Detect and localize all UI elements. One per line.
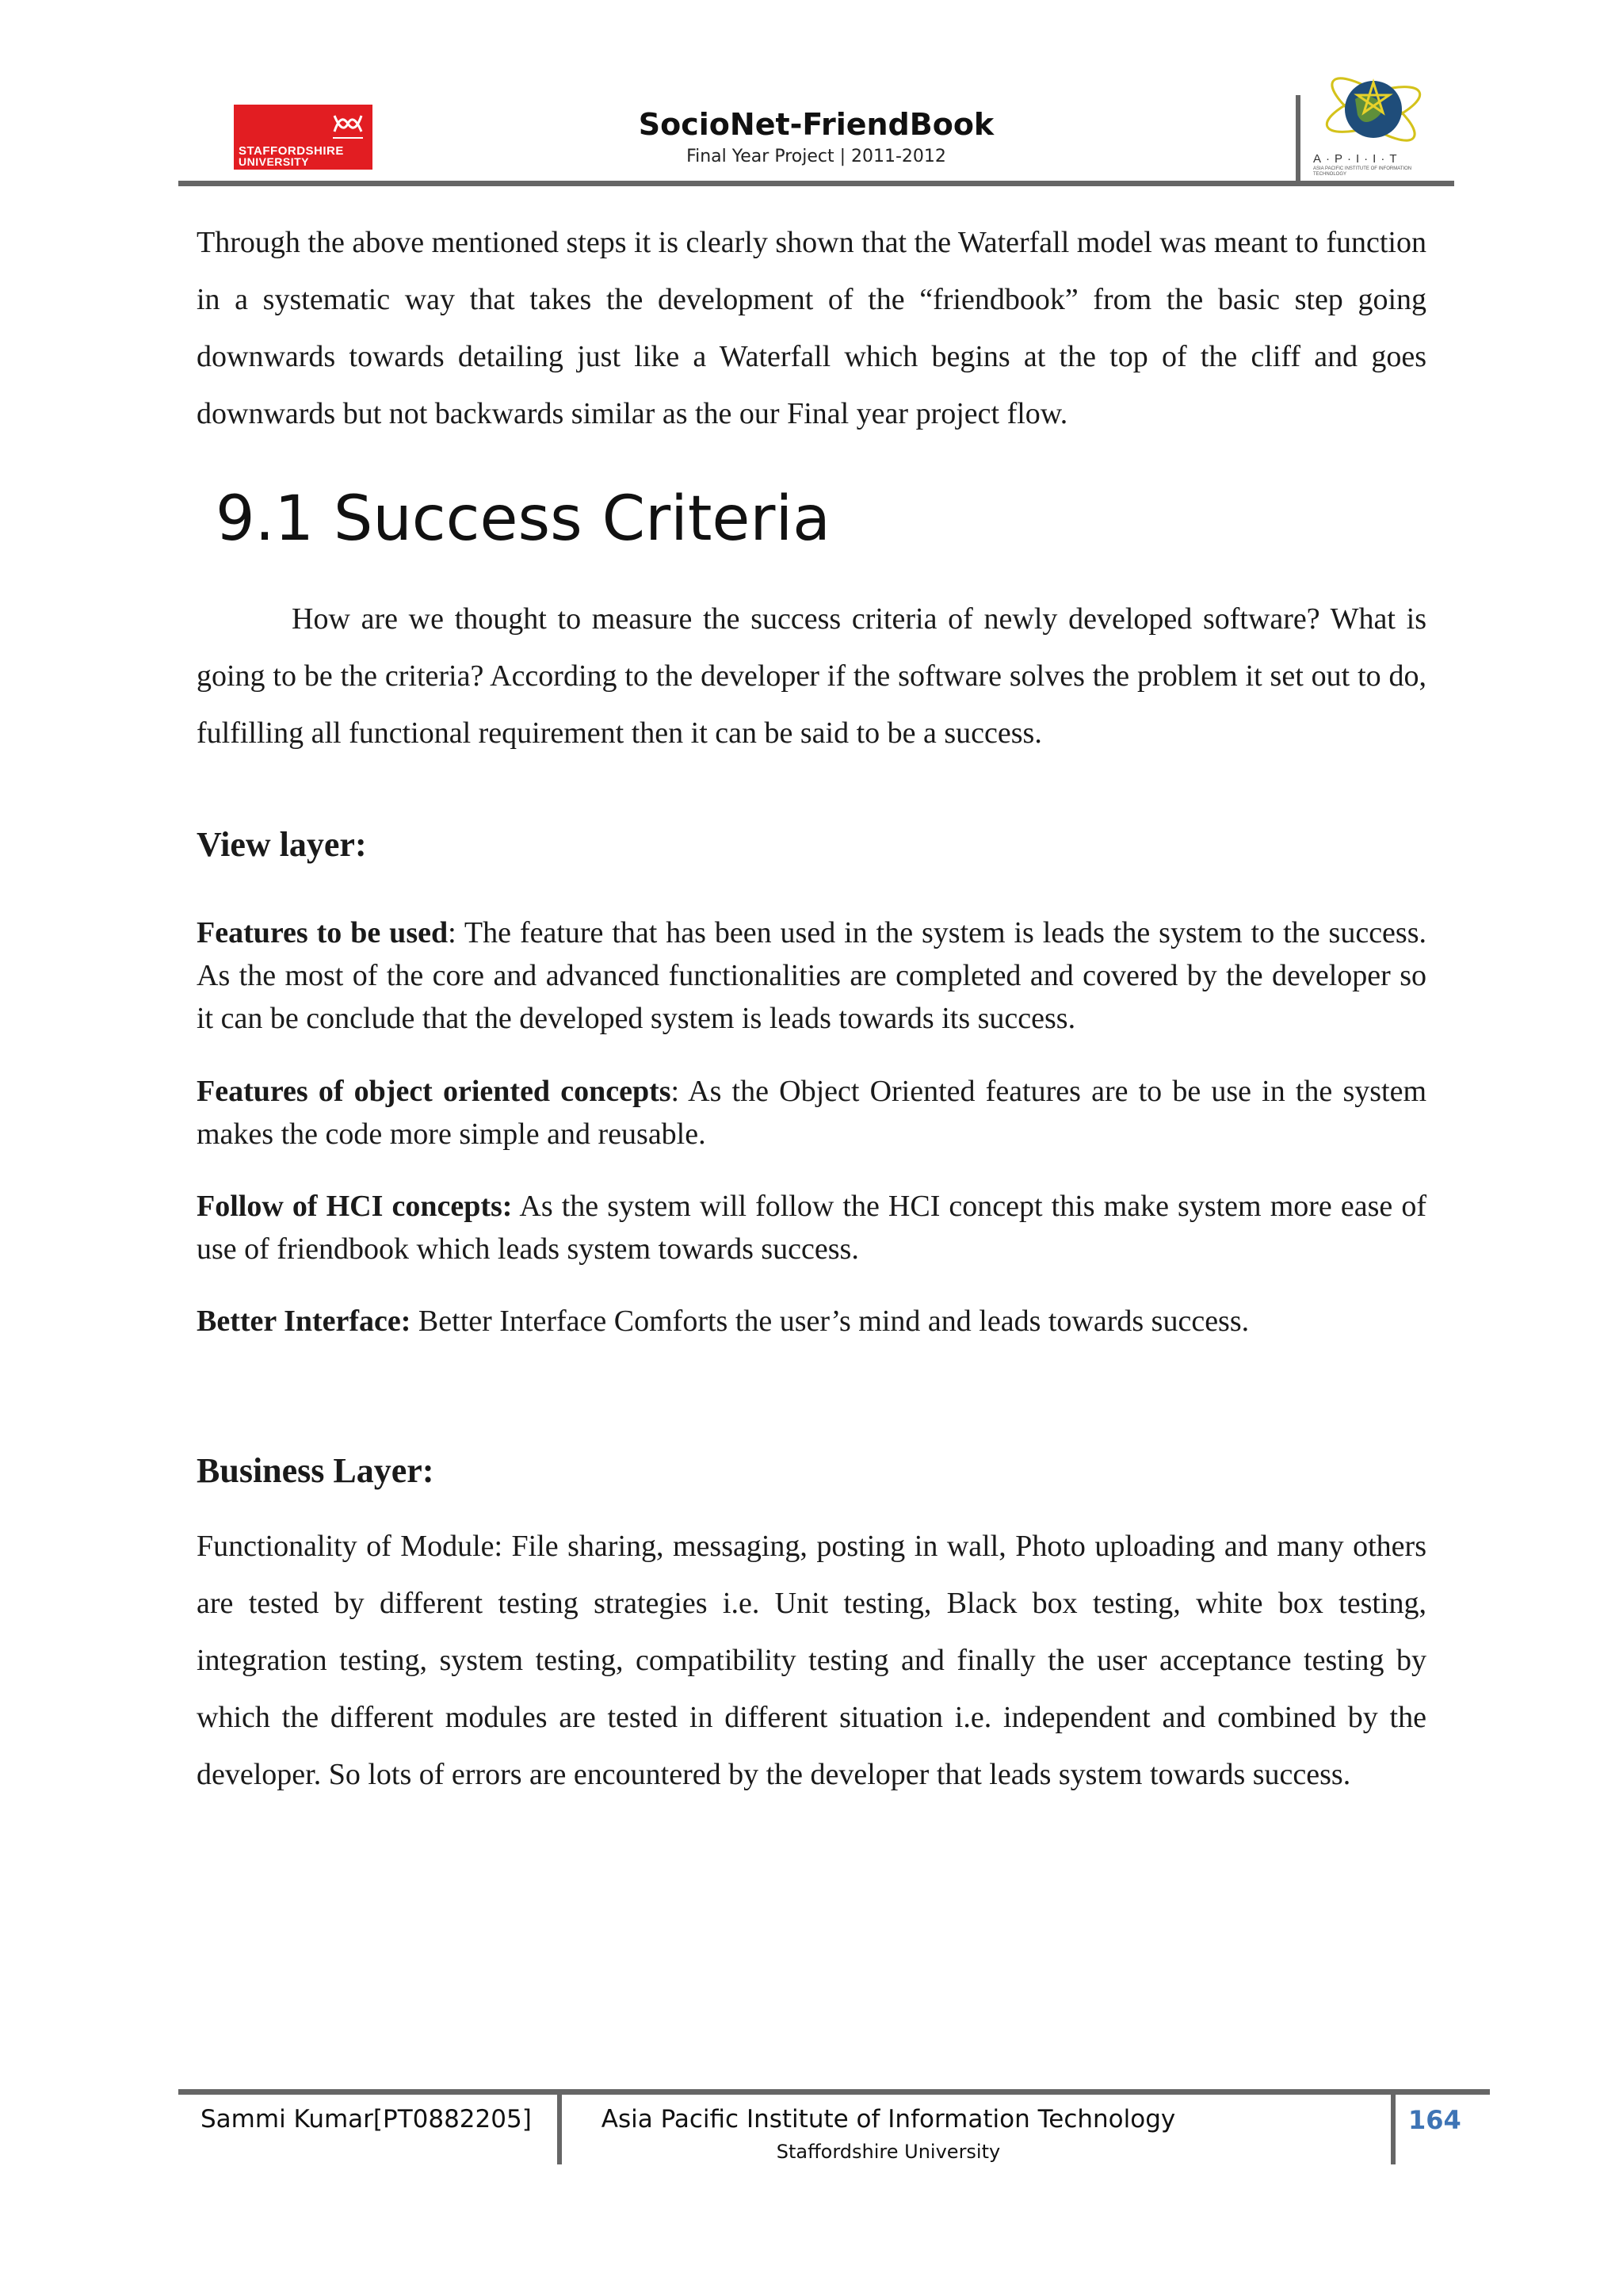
feature-paragraph-object-oriented [197,1070,1426,1156]
feature-label: Features to be used [197,916,449,949]
document-subtitle: Final Year Project | 2011-2012 [686,147,946,166]
feature-label: Follow of HCI concepts: [197,1190,513,1223]
feature-paragraph-better-interface [197,1300,1426,1343]
business-layer-paragraph: Functionality of Module: File sharing, messaging, posting in wall, Photo uploading and many others are tested by different testing strategies i.e. Unit testing, Black box testing, white box testing, integration testing, system testing, compatibility testing and finally the user acceptance testing by which the different modules are tested in different situation i.e. independent and combined by the developer. So lots of errors are encountered by the developer that leads system towards success. [197,1530,1426,1791]
feature-paragraph-hci-concepts [197,1185,1426,1270]
page-number: 164 [1408,2105,1461,2135]
intro-paragraph: Through the above mentioned steps it is clearly shown that the Waterfall model was meant to function in a systematic way that takes the development of the “friendbook” from the basic step going downwards towards detailing just like a Waterfall which begins at the top of the cliff and goes downwards but not backwards similar as the our Final year project flow. [197,226,1426,430]
success-criteria-paragraph [197,590,1426,762]
apiit-logo-small-text: ASIA PACIFIC INSTITUTE OF INFORMATION TECHNOLOGY [1313,166,1412,177]
footer-divider [557,2093,562,2164]
feature-text: As the system will follow the HCI concept this make system more ease of use of friendbook which leads system towards success. [197,1190,1426,1266]
document-title: SocioNet-FriendBook [638,107,995,142]
footer-divider [1391,2093,1396,2164]
feature-text: Better Interface Comforts the user’s mind and leads towards success. [411,1305,1250,1338]
page-header [178,71,1454,186]
feature-label: Better Interface: [197,1305,411,1338]
footer-rule [178,2089,1490,2095]
footer-university: Staffordshire University [776,2141,1001,2163]
logo-text-university: UNIVERSITY [239,155,310,168]
page-footer [178,2089,1490,2168]
success-criteria-text: How are we thought to measure the success criteria of newly developed software? What is going to be the criteria? According to the developer if the software solves the problem it set out to do, fulfilling all functional requirement then it can be said to be a success. [197,602,1426,750]
business-layer-heading: Business Layer: [197,1451,434,1490]
view-layer-heading: View layer: [197,825,367,864]
footer-author: Sammi Kumar[PT0882205] [200,2105,532,2134]
section-heading: 9.1 Success Criteria [216,483,831,555]
feature-label: Features of object oriented concepts [197,1075,671,1108]
logo-text-staffordshire: STAFFORDSHIRE [239,144,344,158]
footer-institute: Asia Pacific Institute of Information Technology [601,2105,1176,2134]
header-divider [1296,95,1300,182]
apiit-globe-logo-icon [1312,71,1434,182]
apiit-logo-text: A·P·I·I·T [1313,152,1402,166]
feature-text: : As the Object Oriented features are to be use in the system makes the code more simple and reusable. [197,1075,1427,1151]
header-rule [178,181,1454,186]
feature-text: : The feature that has been used in the system is leads the system to the success. As the most of the core and advanced functionalities are completed and covered by the developer so it can be conclude that the developed system is leads towards its success. [197,916,1427,1035]
feature-paragraph-features-to-be-used [197,911,1426,1040]
